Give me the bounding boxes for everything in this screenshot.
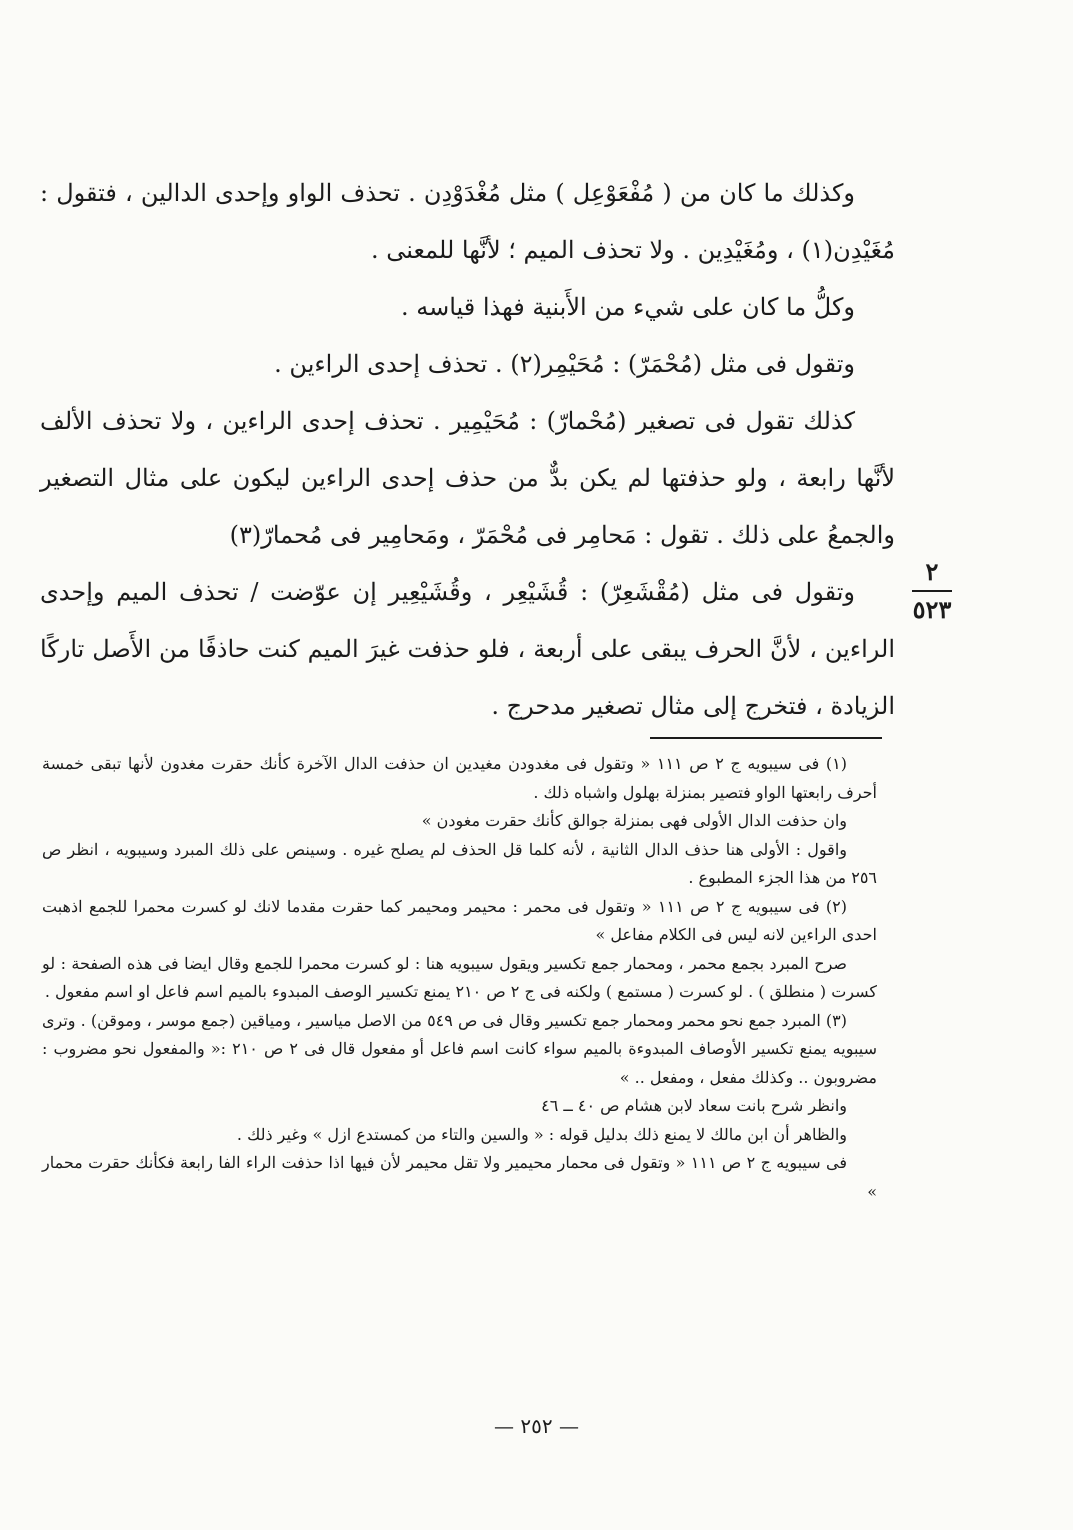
footnote: فى سيبويه ج ٢ ص ١١١ « وتقول فى محمار محيمير ولا تقل محيمر لأن فيها اذا حذفت الراء الفا رابعة فكأنك حقرت محمار » [42, 1153, 877, 1201]
footnote: والظاهر أن ابن مالك لا يمنع ذلك بدليل قوله : « والسين والتاء من كمستدع ازل » وغير ذلك . [236, 1124, 847, 1144]
page-number: — ٢٥٢ — [494, 1414, 579, 1438]
footnotes [42, 750, 877, 1206]
footnote: (٢) فى سيبويه ج ٢ ص ١١١ « وتقول فى محمر : محيمر ومحيمر كما حقرت مقدما لانك لو كسرت محمرا للجمع اذهبت احدى الراءين لانه ليس فى الكلام مفاعل » [42, 896, 877, 944]
footnote: (١) فى سيبويه ج ٢ ص ١١١ « وتقول فى مغدودن مغيدين ان حذفت الدال الآخرة كأنك حقرت مغدون لأنها تبقى خمسة أحرف رابعتها الواو فتصير بمنزلة بهلول واشباه ذلك . [42, 754, 877, 802]
paragraph: وتقول فى مثل (مُقْشَعِرّ) : قُشَيْعِر ، وقُشَيْعِير إن عوّضت / تحذف الميم وإحدى الراءين ، لأنَّ الحرف يبقى على أربعة ، فلو حذفت غيرَ الميم كنت حاذفًا من الأَصل تاركًا الزيادة ، فتخرج إلى مثال تصغير مدحرج . [40, 578, 895, 720]
paragraph: وكلُّ ما كان على شيء من الأَبنية فهذا قياسه . [401, 293, 855, 321]
footnote-separator [650, 737, 882, 739]
main-text [40, 165, 895, 735]
paragraph: وتقول فى مثل (مُحْمَرّ) : مُحَيْمِر(٢) . تحذف إحدى الراءين . [274, 350, 855, 378]
margin-page-reference [902, 558, 962, 624]
margin-original-page: ٥٢٣ [912, 595, 952, 624]
footnote: صرح المبرد بجمع محمر ، ومحمار جمع تكسير ويقول سيبويه هنا : لو كسرت محمرا للجمع وقال ايضا فى هذه الصفحة : لو كسرت ( منطلق ) . لو كسرت ( مستمع ) ولكنه فى ج ٢ ص ٢١٠ يمنع تكسير الوصف المبدوء بالميم اسم فاعل او اسم مفعول . [42, 953, 877, 1001]
footnote: وانظر شرح بانت سعاد لابن هشام ص ٤٠ ــ ٤٦ [541, 1096, 847, 1115]
footnote: (٣) المبرد جمع نحو محمر ومحمار جمع تكسير وقال فى ص ٥٤٩ من الاصل مياسير ، ومياقين (جمع موسر ، وموقن) . وترى سيبويه يمنع تكسير الأوصاف المبدوءة بالميم سواء كانت اسم فاعل أو مفعول قال فى ٢ ص ٢١٠ :« والمفعول نحو مضروب : مضروبون .. وكذلك مفعل ، ومفعل .. » [42, 1010, 878, 1087]
paragraph: كذلك تقول فى تصغير (مُحْمارّ) : مُحَيْمِير . تحذف إحدى الراءين ، ولا تحذف الألف لأنَّها رابعة ، ولو حذفتها لم يكن بدٌّ من حذف إحدى الراءين ليكون على مثال التصغير والجمعُ على ذلك . تقول : مَحامِر فى مُحْمَرّ ، ومَحامِير فى مُحمارّ(٣) [40, 407, 896, 549]
footnote: واقول : الأولى هنا حذف الدال الثانية ، لأنه كلما قل الحذف لم يصلح غيره . وسينص على ذلك المبرد وسيبويه ، انظر ص ٢٥٦ من هذا الجزء المطبوع . [42, 839, 877, 887]
paragraph: وكذلك ما كان من ( مُفْعَوْعِل ) مثل مُغْدَوْدِن . تحذف الواو وإحدى الدالين ، فتقول : مُغَيْدِن(١) ، ومُغَيْدِين . ولا تحذف الميم ؛ لأنَّها للمعنى . [40, 179, 895, 264]
footnote: وان حذفت الدال الأولى فهى بمنزلة جوالق كأنك حقرت مغودن » [421, 811, 847, 830]
margin-rule [912, 590, 952, 592]
margin-volume-number: ٢ [925, 557, 939, 586]
